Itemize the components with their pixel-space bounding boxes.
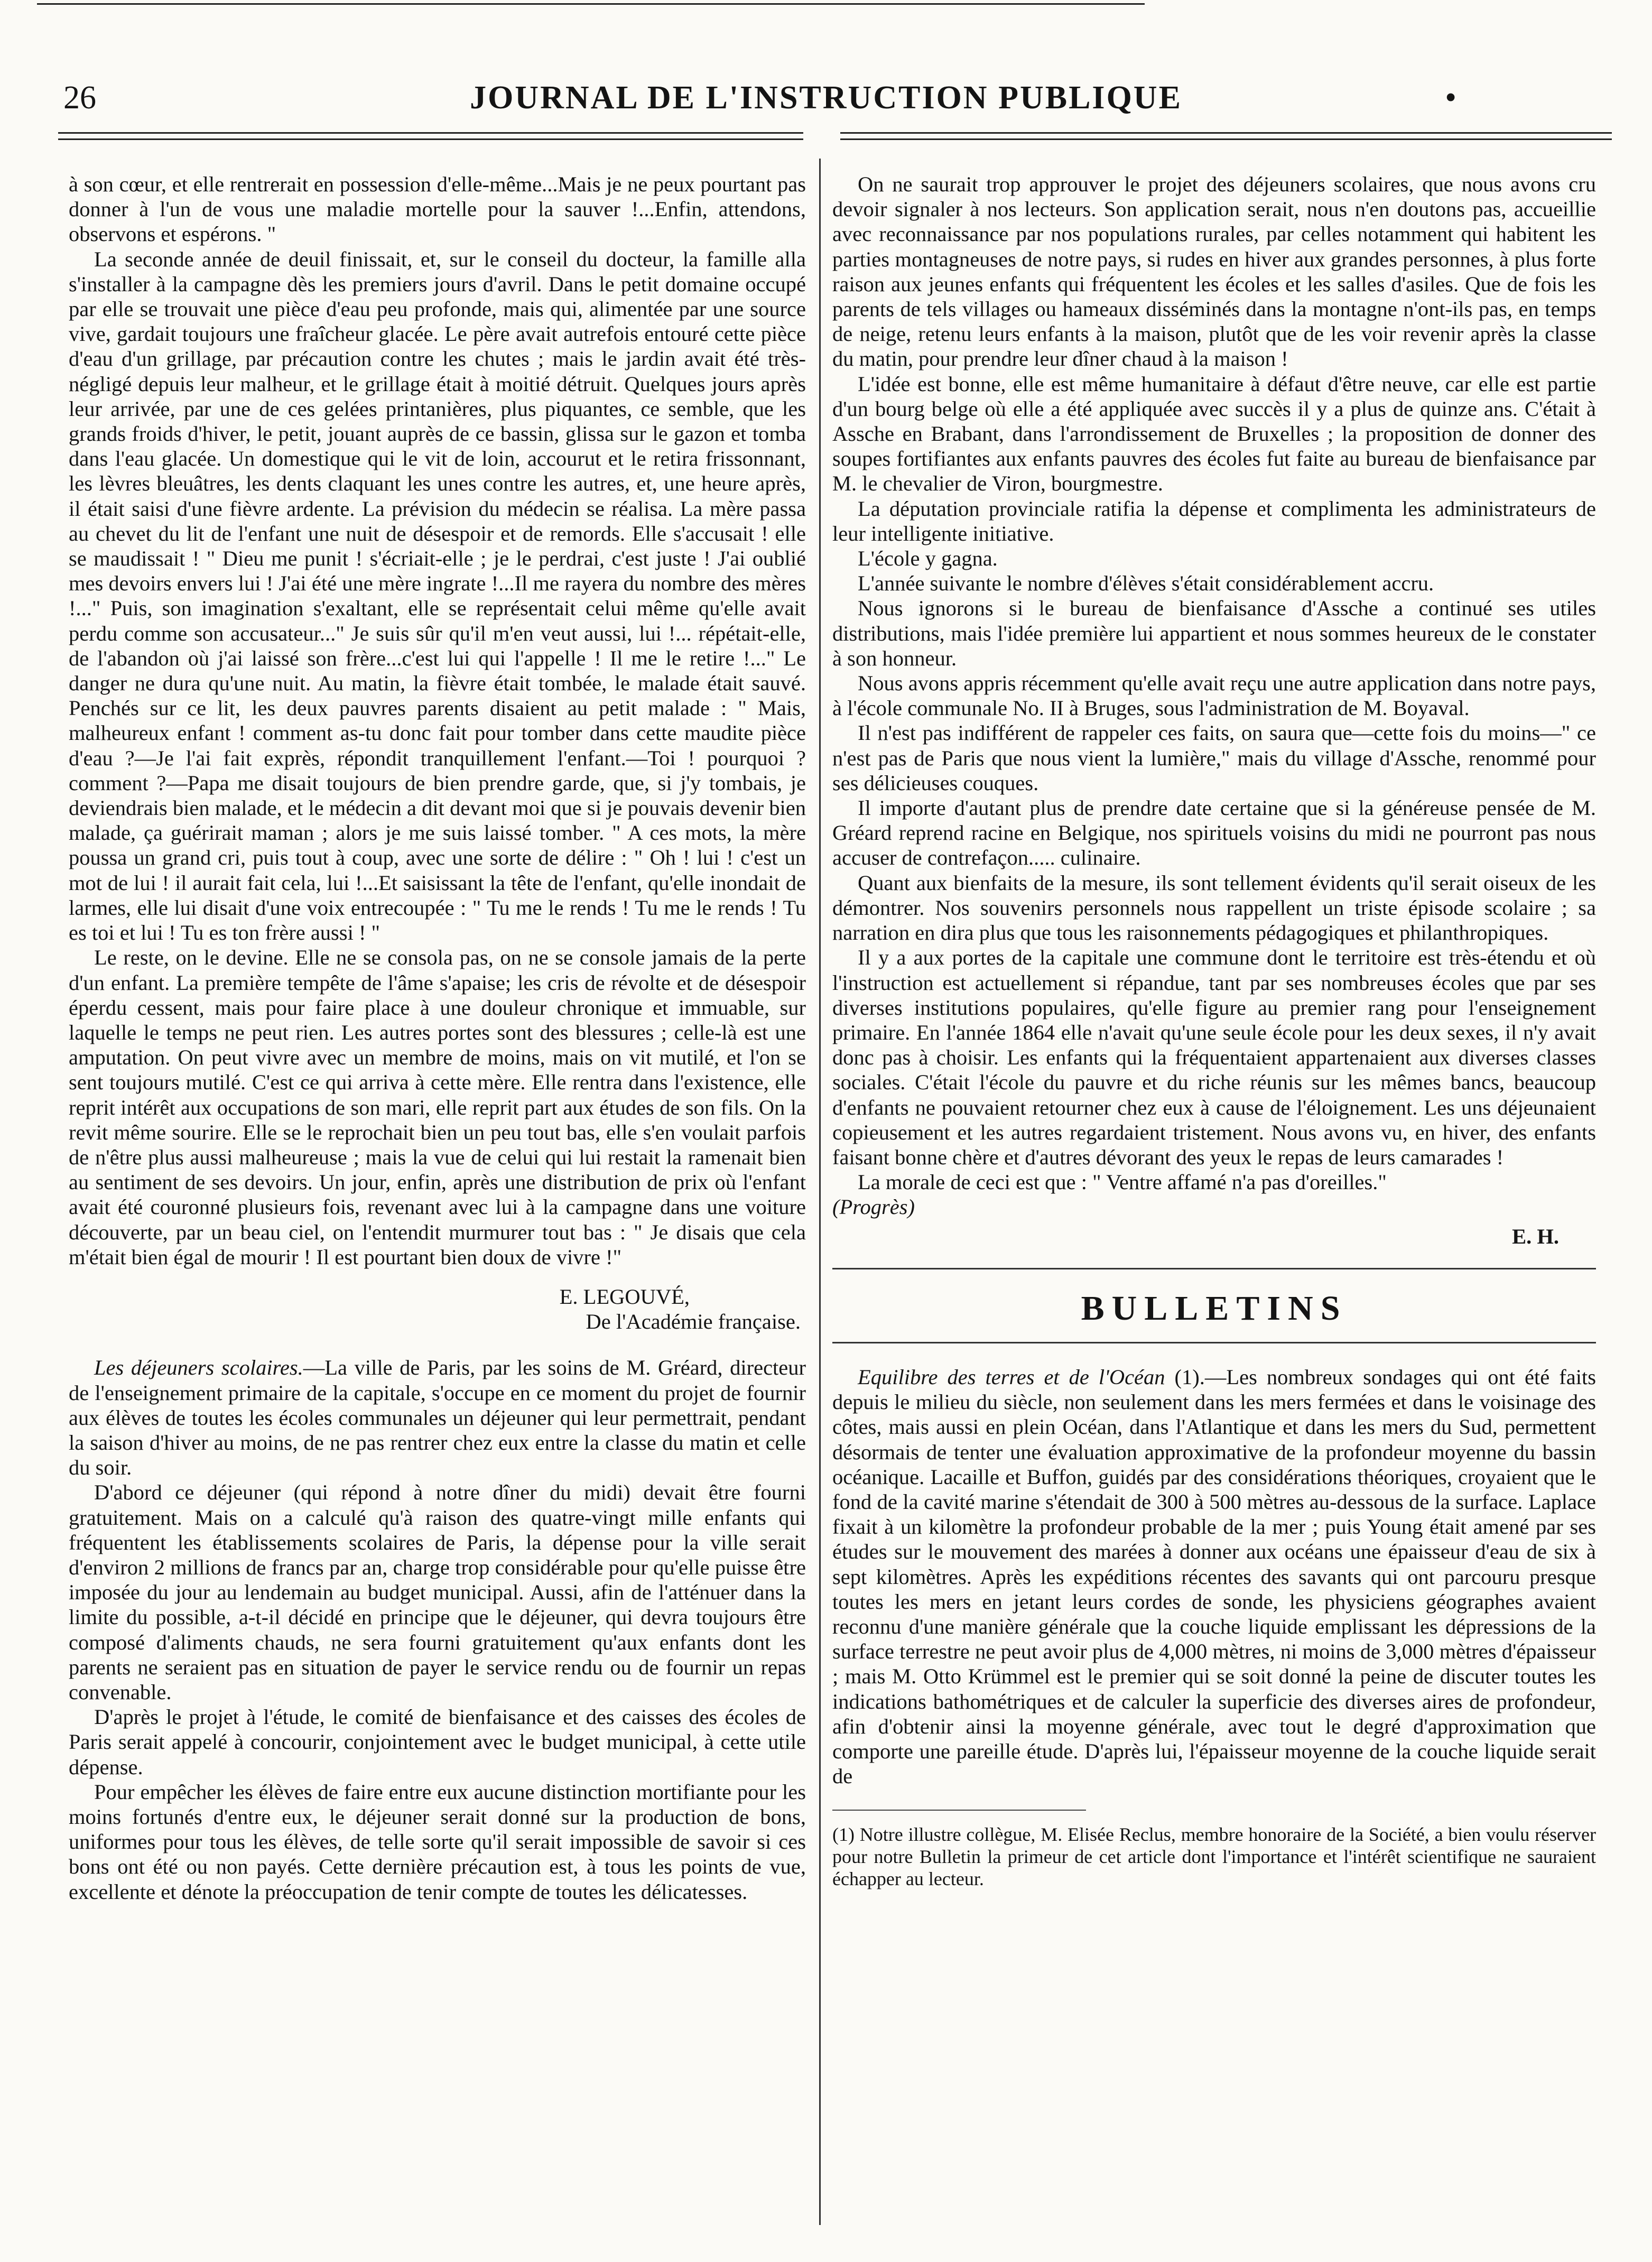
source-name: (Progrès)	[832, 1195, 915, 1219]
section-heading: BULLETINS	[1081, 1288, 1348, 1328]
bulletin-lead: Equilibre des terres et de l'Océan	[858, 1365, 1165, 1389]
column-divider	[819, 159, 821, 2225]
footnote: (1) Notre illustre collègue, M. Elisée Reclus, membre honoraire de la Société, a bien voulu réserver pour notre Bulletin la primeur de cet article dont l'importance et l'intérêt scientifique ne sauraient échapper au lecteur.	[832, 1824, 1596, 1890]
story-paragraph-3: Le reste, on le devine. Elle ne se consola pas, on ne se console jamais de la perte d'un enfant. La première tempête de l'âme s'apaise; les cris de révolte et de désespoir éperdu cessent, mais pour faire place à une douleur chronique et immuable, sur laquelle le temps ne peut rien. Les autres portes sont des blessures ; celle-là est une amputation. On peut vivre avec un membre de moins, mais on vit mutilé, et l'on se sent toujours mutilé. C'est ce qui arriva à cette mère. Elle rentra dans l'existence, elle reprit intérêt aux occupations de son mari, elle reprit part aux études de son fils. On la revit même sourire. Elle se le reprochait bien un peu tout bas, elle s'en voulait parfois de n'être plus aussi malheureuse ; mais la vue de celui qui lui restait la ramenait bien au sentiment de ses devoirs. Un jour, enfin, après une distribution de prix où l'enfant avait été couronné plusieurs fois, revenant avec lui à la campagne dans une voiture découverte, par un beau ciel, on l'entendit murmurer tout bas : " Je disais que cela m'était bien égal de mourir ! Il est pourtant bien doux de vivre !"	[69, 945, 806, 1269]
story-paragraph-2: La seconde année de deuil finissait, et, sur le conseil du docteur, la famille alla s'installer à la campagne dès les premiers jours d'avril. Dans le petit domaine occupé par elle se trouvait une pièce d'eau peu profonde, mais qui, alimentée par une source vive, gardait toujours une fraîcheur glacée. Le père avait autrefois entouré cette pièce d'eau d'un grillage, par précaution contre les chutes ; mais le jardin avait été très-négligé depuis leur malheur, et le grillage était à moitié détruit. Quelques jours après leur arrivée, par une de ces gelées printanières, plus piquantes, ce semble, que les grands froids d'hiver, le petit, jouant auprès de ce bassin, glissa sur le gazon et tomba dans l'eau glacée. Un domestique qui le vit de loin, accourut et le retira frissonnant, les lèvres bleuâtres, les dents claquant les unes contre les autres, et, une heure après, il était saisi d'une fièvre ardente. La prévision du médecin se réalisa. La mère passa au chevet du lit de l'enfant une nuit de désespoir et de remords. Elle s'accusait ! elle se maudissait ! " Dieu me punit ! s'écriait-elle ; je le perdrai, c'est juste ! J'ai oublié mes devoirs envers lui ! J'ai été une mère ingrate !...Il me rayera du nombre des mères !..." Puis, son imagination s'exaltant, elle se représentait celui même qu'elle avait perdu comme son accusateur..." Je suis sûr qu'il m'en veut aussi, lui !... répétait-elle, de l'abandon où j'ai laissé son frère...c'est lui qui l'appelle ! Il me le retire !..." Le danger ne dura qu'une nuit. Au matin, la fièvre était tombée, le malade était sauvé. Penchés sur ce lit, les deux pauvres parents disaient au petit malade : " Mais, malheureux enfant ! comment as-tu donc fait pour tomber dans cette maudite pièce d'eau ?—Je l'ai fait exprès, répondit tranquillement l'enfant.—Toi ! pourquoi ? comment ?—Papa me disait toujours de bien prendre garde, que, si j'y tombais, je deviendrais bien malade, et le médecin a dit devant moi que si je pouvais devenir bien malade, ça guérirait maman ; alors je me suis laissé tomber. " A ces mots, la mère poussa un grand cri, puis tout à coup, avec une sorte de délire : " Oh ! lui ! c'est un mot de lui ! il aurait fait cela, lui !...Et saisissant la tête de l'enfant, qu'elle inondait de larmes, elle lui disait d'une voix entrecoupée : " Tu me le rends ! Tu me le rends ! Tu es toi et lui ! Tu es ton frère aussi ! "	[69, 247, 806, 945]
dejeuners-lead: Les déjeuners scolaires.	[94, 1356, 303, 1380]
right-paragraph-1: On ne saurait trop approuver le projet des déjeuners scolaires, que nous avons cru devoir signaler à nos lecteurs. Son application serait, nous n'en doutons pas, accueillie avec reconnaissance par nos populations rurales, par celles notamment qui habitent les parties montagneuses de notre pays, si rudes en hiver aux grandes personnes, à plus forte raison aux jeunes enfants qui fréquentent les écoles et les salles d'asiles. Que de fois les parents de tels villages ou hameaux disséminés dans la montagne n'ont-ils pas, en temps de neige, retenu leurs enfants à la maison, plutôt que de les voir revenir après la classe du matin, pour prendre leur dîner chaud à la maison !	[832, 172, 1596, 371]
heading-rule	[832, 1342, 1596, 1343]
dejeuners-paragraph-2: D'abord ce déjeuner (qui répond à notre dîner du midi) devait être fourni gratuitement. Mais on a calculé qu'à raison des quatre-vingt mille enfants qui fréquentent les établissements scolaires de Paris, la dépense pour la ville serait d'environ 2 millions de francs par an, charge trop considérable pour qu'elle puisse être imposée du jour au lendemain au budget municipal. Aussi, afin de l'atténuer dans la limite du possible, a-t-il décidé en principe que le déjeuner, qui devra toujours être composé d'aliments chauds, ne sera fourni gratuitement qu'aux enfants dont les parents ne seraient pas en situation de payer le service rendu ou de fournir un repas convenable.	[69, 1480, 806, 1704]
right-paragraph-10: Quant aux bienfaits de la mesure, ils sont tellement évidents qu'il serait oiseux de les démontrer. Nos souvenirs personnels nous rappellent un triste épisode scolaire ; sa narration en dira plus que tous les raisonnements pédagogiques et philanthropiques.	[832, 870, 1596, 945]
right-column	[832, 172, 1596, 1890]
right-paragraph-12: La morale de ceci est que : " Ventre affamé n'a pas d'oreilles."	[858, 1170, 1387, 1194]
dejeuners-paragraph-4: Pour empêcher les élèves de faire entre eux aucune distinction mortifiante pour les moins fortunés d'entre eux, le déjeuner serait donné sur la production de bons, uniformes pour tous les élèves, de telle sorte qu'il serait impossible de savoir si ces bons ont été ou non payés. Cette dernière précaution est, à tous les points de vue, excellente et dénote la préoccupation de tenir compte de toutes les délicatesses.	[69, 1779, 806, 1904]
header-rule-left-2	[58, 138, 803, 140]
journal-title: JOURNAL DE L'INSTRUCTION PUBLIQUE	[470, 80, 1182, 116]
right-paragraph-9: Il importe d'autant plus de prendre date certaine que si la généreuse pensée de M. Gréard reprend racine en Belgique, nos spirituels voisins du midi ne pourront pas nous accuser de contrefaçon..... culinaire.	[832, 796, 1596, 870]
dejeuners-paragraph-3: D'après le projet à l'étude, le comité de bienfaisance et des caisses des écoles de Paris serait appelé à concourir, conjointement avec le budget municipal, à cette utile dépense.	[69, 1705, 806, 1779]
initials-signature: E. H.	[1512, 1224, 1559, 1248]
author-affiliation: De l'Académie française.	[586, 1310, 801, 1334]
right-paragraph-11: Il y a aux portes de la capitale une commune dont le territoire est très-étendu et où l'instruction est actuellement si répandue, tant par ses nombreuses écoles que par ses diverses institutions populaires, qu'elle figure au premier rang pour l'enseignement primaire. En l'année 1864 elle n'avait qu'une seule école pour les deux sexes, il n'y avait donc pas à choisir. Les enfants qui la fréquentaient appartenaient aux diverses classes sociales. C'était l'école du pauvre et du riche réunis sur les mêmes bancs, beaucoup d'enfants ne pouvaient retourner chez eux à cause de l'éloignement. Les uns déjeunaient copieusement et les autres regardaient tristement. Nous avons vu, en hiver, des enfants faisant bonne chère et d'autres dévorant des yeux le repas de leurs camarades !	[832, 945, 1596, 1169]
header-rule-left	[58, 132, 803, 134]
dejeuners-paragraph-1	[69, 1355, 806, 1480]
top-rule	[37, 3, 1145, 5]
bulletin-text: (1).—Les nombreux sondages qui ont été faits depuis le milieu du siècle, non seulement dans les mers fermées et dans le voisinage des côtes, mais aussi en plein Océan, dans l'Atlantique et dans les mers du Sud, permettent désormais de tenter une évaluation approximative de la profondeur moyenne du bassin océanique. Lacaille et Buffon, guidés par des considérations théoriques, croyaient que le fond de la cavité marine s'étendait de 300 à 500 mètres au-dessous de la surface. Laplace fixait à un kilomètre la profondeur probable de la mer ; puis Young était amené par ses études sur le mouvement des marées à donner aux océans une épaisseur d'eau de six à sept kilomètres. Après les expéditions récentes des savants qui ont parcouru presque toutes les mers en jetant leurs cordes de sonde, les physiciens géographes avaient reconnu d'une manière générale que la couche liquide emplissant les dépressions de la surface terrestre ne peut avoir plus de 4,000 mètres, ni moins de 3,000 mètres d'épaisseur ; mais M. Otto Krümmel est le premier qui se soit donné la peine de discuter toutes les indications bathométriques et de calculer la superficie des diverses aires de profondeur, afin d'obtenir ainsi la moyenne générale, avec tout le degré d'approximation que comporte une pareille étude. D'après lui, l'épaisseur moyenne de la couche liquide serait de	[832, 1365, 1596, 1788]
right-paragraph-2: L'idée est bonne, elle est même humanitaire à défaut d'être neuve, car elle est partie d'un bourg belge où elle a été appliquée avec succès il y a plus de quinze ans. C'était à Assche en Brabant, dans l'arrondissement de Bruxelles ; la proposition de donner des soupes fortifiantes aux enfants pauvres des écoles fut faite au bureau de bienfaisance par M. le chevalier de Viron, bourgmestre.	[832, 372, 1596, 496]
source-credit	[832, 1194, 1596, 1219]
story-paragraph-1: à son cœur, et elle rentrerait en possession d'elle-même...Mais je ne peux pourtant pas donner à l'un de vous une maladie mortelle pour la sauver !...Enfin, attendons, observons et espérons. "	[69, 172, 806, 246]
page-header	[37, 63, 1615, 122]
left-column	[69, 172, 806, 1904]
section-separator	[832, 1268, 1596, 1269]
header-ornament: •	[1445, 80, 1456, 116]
header-rule-right	[840, 132, 1612, 134]
right-paragraph-6: Nous ignorons si le bureau de bienfaisance d'Assche a continué ses utiles distributions, mais l'idée première lui appartient et nous sommes heureux de le constater à son honneur.	[832, 596, 1596, 670]
right-paragraph-5: L'année suivante le nombre d'élèves s'était considérablement accru.	[858, 571, 1434, 596]
bulletin-paragraph	[832, 1365, 1596, 1788]
dejeuners-text-1: —La ville de Paris, par les soins de M. Gréard, directeur de l'enseignement primaire de la capitale, s'occupe en ce moment du projet de fournir aux élèves de toutes les écoles communales un déjeuner qui leur permettrait, pendant la saison d'hiver au moins, de ne pas rentrer chez eux entre la classe du matin et celle du soir.	[69, 1356, 806, 1480]
right-paragraph-7: Nous avons appris récemment qu'elle avait reçu une autre application dans notre pays, à l'école communale No. II à Bruges, sous l'administration de M. Boyaval.	[832, 671, 1596, 720]
page-number: 26	[63, 80, 96, 116]
author-signature: E. LEGOUVÉ,	[559, 1284, 690, 1309]
header-rule-right-2	[840, 138, 1612, 140]
right-paragraph-4: L'école y gagna.	[858, 546, 998, 571]
right-paragraph-8: Il n'est pas indifférent de rappeler ces faits, on saura que—cette fois du moins—" ce n'est pas de Paris que nous vient la lumière," mais du village d'Assche, renommé pour ses délicieuses couques.	[832, 721, 1596, 795]
footnote-rule	[832, 1810, 1086, 1811]
right-paragraph-3: La députation provinciale ratifia la dépense et complimenta les administrateurs de leur intelligente initiative.	[832, 496, 1596, 545]
